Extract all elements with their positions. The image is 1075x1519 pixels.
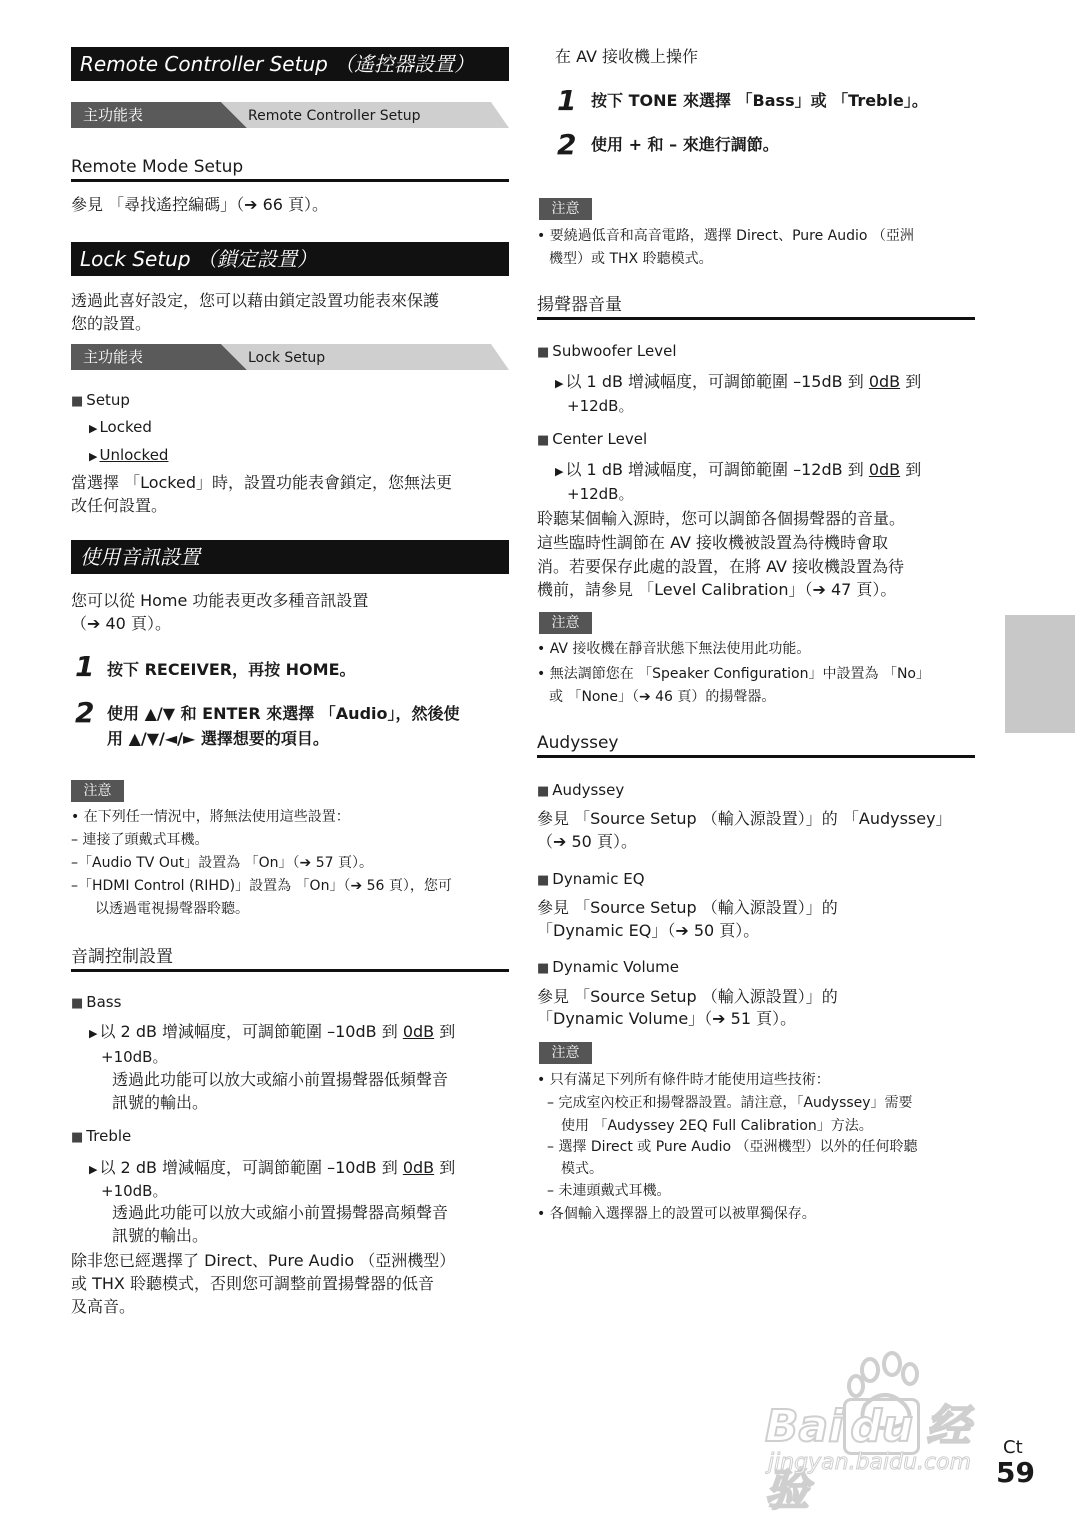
menu-label: 主功能表 — [83, 106, 144, 124]
audyssey-text-line2: （➔ 50 頁）。 — [537, 832, 637, 851]
av-operation-label: 在 AV 接收機上操作 — [555, 47, 699, 66]
treble-desc-line1: 透過此功能可以放大或縮小前置揚聲器高頻聲音 — [112, 1203, 449, 1222]
note-line: –「HDMI Control (RIHD)」設置為 「On」（➔ 56 頁），您可 — [71, 878, 452, 894]
side-tab — [1005, 615, 1075, 733]
triangle-right-icon: ▶ — [555, 377, 564, 390]
locked-desc-line1: 當選擇 「Locked」時，設置功能表會鎖定，您無法更 — [71, 473, 453, 492]
audyssey-heading: Audyssey — [537, 733, 975, 758]
watermark-jingyan: 经验 — [765, 1401, 971, 1516]
setup-label: ■ Setup — [71, 391, 130, 409]
page-number: 59 — [996, 1456, 1035, 1489]
option-unlocked: ▶ Unlocked — [89, 446, 169, 464]
lock-setup-title: Lock Setup （鎖定設置） — [71, 242, 509, 276]
bass-label: ■ Bass — [71, 993, 121, 1011]
note-line: 模式。 — [561, 1161, 603, 1177]
watermark-brand: Bai — [765, 1401, 844, 1452]
note-line: • 無法調節您在 「Speaker Configuration」中設置為 「No」 — [537, 666, 930, 682]
menu-path-remote — [71, 102, 509, 128]
note-line: 機型）或 THX 聆聽模式。 — [549, 251, 713, 267]
subwoofer-range-end: +12dB。 — [567, 397, 634, 415]
note-badge: 注意 — [539, 1042, 592, 1064]
note-line: • 各個輸入選擇器上的設置可以被單獨保存。 — [537, 1206, 816, 1222]
remote-controller-setup-title: Remote Controller Setup （遙控器設置） — [71, 47, 509, 81]
subwoofer-range: ▶ 以 1 dB 增減幅度，可調節範圍 –15dB 到 0dB 到 — [555, 372, 922, 391]
note-line: • AV 接收機在靜音狀態下無法使用此功能。 — [537, 641, 811, 657]
subwoofer-level-label: ■ Subwoofer Level — [537, 342, 677, 360]
step-text: 按下 RECEIVER，再按 HOME。 — [107, 660, 356, 679]
step-text: 使用 + 和 – 來進行調節。 — [591, 135, 779, 154]
note-line: 或 「None」（➔ 46 頁）的揚聲器。 — [549, 689, 776, 705]
step-number: 2 — [75, 696, 95, 729]
step-number: 1 — [557, 84, 577, 117]
step-number: 2 — [557, 128, 577, 161]
bass-range: ▶ 以 2 dB 增減幅度，可調節範圍 –10dB 到 0dB 到 — [89, 1022, 456, 1041]
audyssey-text-line1: 參見 「Source Setup （輸入源設置）」的 「Audyssey」 — [537, 809, 952, 828]
tone-final-line2: 或 THX 聆聽模式，否則您可調整前置揚聲器的低音 — [71, 1274, 434, 1293]
menu-path-lock — [71, 344, 509, 370]
note-line: • 只有滿足下列所有條件時才能使用這些技術： — [537, 1072, 830, 1088]
step-text: 按下 TONE 來選擇 「Bass」或 「Treble」。 — [591, 91, 928, 110]
triangle-right-icon: ▶ — [555, 465, 564, 478]
bass-desc-line1: 透過此功能可以放大或縮小前置揚聲器低頻聲音 — [112, 1070, 449, 1089]
triangle-right-icon: ▶ — [89, 450, 98, 463]
treble-desc-line2: 訊號的輸出。 — [112, 1226, 209, 1245]
note-line: 使用 「Audyssey 2EQ Full Calibration」方法。 — [561, 1118, 873, 1134]
step-number: 1 — [75, 650, 95, 683]
note-line: • 要繞過低音和高音電路，選擇 Direct、Pure Audio （亞洲 — [537, 228, 914, 244]
bass-range-end: +10dB。 — [101, 1048, 168, 1066]
option-locked: ▶ Locked — [89, 418, 152, 436]
speaker-desc-line2: 這些臨時性調節在 AV 接收機被設置為待機時會取 — [537, 533, 889, 552]
audio-setup-title: 使用音訊設置 — [71, 540, 509, 574]
audio-intro-line1: 您可以從 Home 功能表更改多種音訊設置 — [71, 591, 369, 610]
menu-label: 主功能表 — [83, 348, 144, 366]
watermark-brand-du: du — [843, 1398, 920, 1455]
triangle-right-icon: ▶ — [89, 422, 98, 435]
triangle-right-icon: ▶ — [89, 1027, 98, 1040]
remote-mode-heading: Remote Mode Setup — [71, 157, 509, 182]
note-badge: 注意 — [71, 780, 124, 802]
note-line: – 連接了頭戴式耳機。 — [71, 832, 209, 848]
dynamic-eq-text-line2: 「Dynamic EQ」（➔ 50 頁）。 — [537, 921, 760, 940]
dynamic-volume-text-line1: 參見 「Source Setup （輸入源設置）」的 — [537, 987, 838, 1006]
bass-desc-line2: 訊號的輸出。 — [112, 1093, 209, 1112]
audio-intro-line2: （➔ 40 頁）。 — [71, 614, 171, 633]
step-text: 使用 ▲/▼ 和 ENTER 來選擇 「Audio」，然後使 — [107, 704, 460, 723]
center-level-label: ■ Center Level — [537, 430, 647, 448]
center-range: ▶ 以 1 dB 增減幅度，可調節範圍 –12dB 到 0dB 到 — [555, 460, 922, 479]
note-badge: 注意 — [539, 198, 592, 220]
dynamic-volume-label: ■ Dynamic Volume — [537, 958, 679, 976]
note-line: – 完成室內校正和揚聲器設置。請注意，「Audyssey」需要 — [547, 1095, 913, 1111]
tone-control-heading: 音調控制設置 — [71, 942, 509, 972]
speaker-desc-line1: 聆聽某個輸入源時，您可以調節各個揚聲器的音量。 — [537, 509, 906, 528]
locked-desc-line2: 改任何設置。 — [71, 496, 168, 515]
tone-final-line3: 及高音。 — [71, 1297, 136, 1316]
step-text: 用 ▲/▼/◄/► 選擇想要的項目。 — [107, 729, 329, 748]
note-line: –「Audio TV Out」設置為 「On」（➔ 57 頁）。 — [71, 855, 373, 871]
note-line: – 未連頭戴式耳機。 — [547, 1183, 671, 1199]
lock-intro-line1: 透過此喜好設定，您可以藉由鎖定設置功能表來保護 — [71, 291, 440, 310]
note-line: – 選擇 Direct 或 Pure Audio （亞洲機型）以外的任何聆聽 — [547, 1139, 918, 1155]
audyssey-label: ■ Audyssey — [537, 781, 624, 799]
watermark-url: jingyan.baidu.com — [768, 1450, 972, 1475]
dynamic-eq-text-line1: 參見 「Source Setup （輸入源設置）」的 — [537, 898, 838, 917]
menu-item: Lock Setup — [248, 350, 326, 366]
treble-range: ▶ 以 2 dB 增減幅度，可調節範圍 –10dB 到 0dB 到 — [89, 1158, 456, 1177]
speaker-desc-line4: 機前，請參見 「Level Calibration」（➔ 47 頁）。 — [537, 580, 897, 599]
note-badge: 注意 — [539, 612, 592, 634]
dynamic-volume-text-line2: 「Dynamic Volume」（➔ 51 頁）。 — [537, 1009, 797, 1028]
language-code: Ct — [1003, 1437, 1023, 1458]
speaker-level-heading: 揚聲器音量 — [537, 290, 975, 320]
remote-mode-text: 參見 「尋找遙控編碼」（➔ 66 頁）。 — [71, 195, 329, 214]
treble-range-end: +10dB。 — [101, 1182, 168, 1200]
speaker-desc-line3: 消。若要保存此處的設置，在將 AV 接收機設置為待 — [537, 557, 905, 576]
triangle-right-icon: ▶ — [89, 1163, 98, 1176]
tone-final-line1: 除非您已經選擇了 Direct、Pure Audio （亞洲機型） — [71, 1251, 456, 1270]
note-line: • 在下列任一情況中，將無法使用這些設置： — [71, 809, 350, 825]
center-range-end: +12dB。 — [567, 485, 634, 503]
note-line: 以透過電視揚聲器聆聽。 — [95, 901, 249, 917]
menu-item: Remote Controller Setup — [248, 108, 421, 124]
treble-label: ■ Treble — [71, 1127, 131, 1145]
baidu-watermark — [760, 1350, 1010, 1516]
lock-intro-line2: 您的設置。 — [71, 314, 152, 333]
dynamic-eq-label: ■ Dynamic EQ — [537, 870, 645, 888]
